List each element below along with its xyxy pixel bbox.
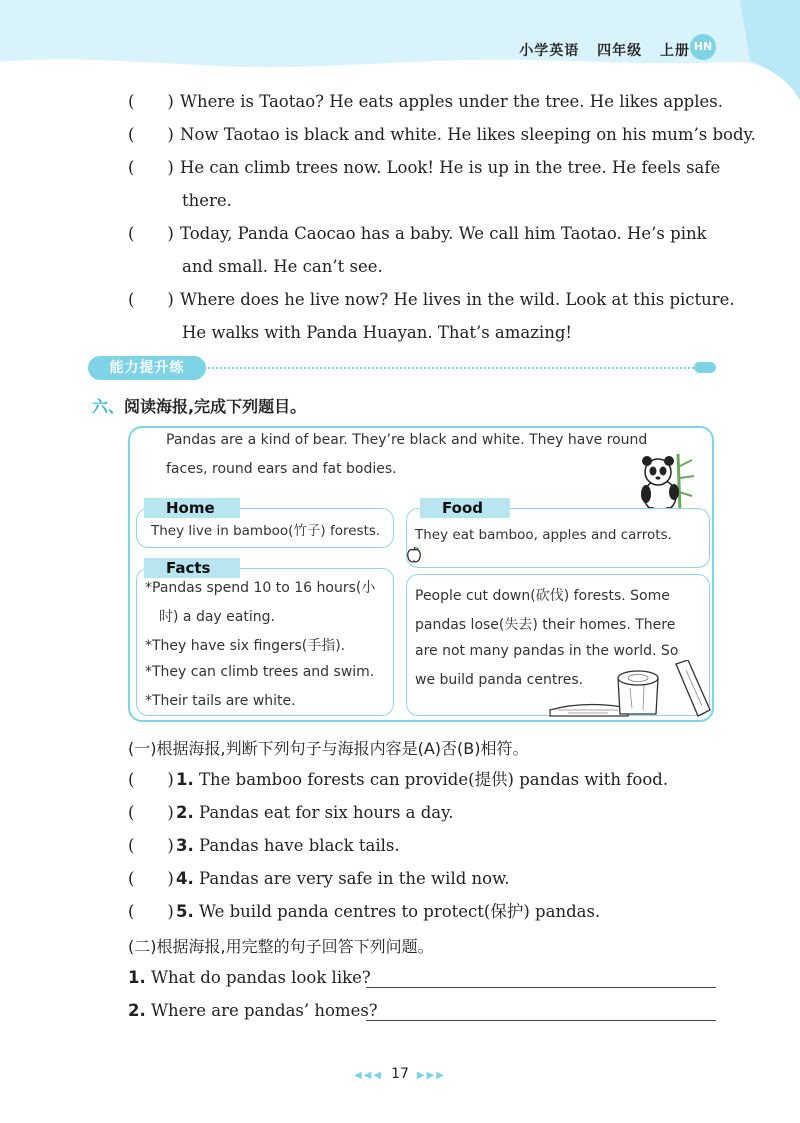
header-meta: [507, 40, 690, 60]
question-text: What do pandas look like?: [145, 968, 371, 987]
question-text: Pandas have black tails.: [193, 836, 400, 855]
part2-title: (二)根据海报,用完整的句子回答下列问题。: [128, 937, 434, 956]
tree-stump-icon: [548, 660, 712, 718]
banner-divider: [208, 367, 698, 369]
question-number: 2.: [176, 803, 194, 822]
answer-paren[interactable]: ( ): [128, 836, 174, 855]
question-text: Where are pandas’ homes?: [145, 1001, 378, 1020]
answer-paren[interactable]: ( ): [128, 770, 174, 789]
home-text: They live in bamboo(竹子) forests.: [151, 523, 381, 539]
question-number: 5.: [176, 902, 194, 921]
food-tab: Food: [420, 498, 510, 518]
header-grade: 四年级: [597, 43, 643, 59]
centres-line-2: pandas lose(失去) their homes. There: [415, 617, 676, 633]
centres-line-3: are not many pandas in the world. So: [415, 643, 679, 659]
answer-line-1[interactable]: [366, 967, 716, 988]
apple-icon: [406, 546, 422, 564]
ordering-item-2: [128, 124, 756, 146]
answer-paren[interactable]: ( ): [128, 803, 174, 822]
page-number: 17: [391, 1066, 409, 1082]
right-arrows-icon: ▶▶▶: [416, 1070, 446, 1081]
answer-paren[interactable]: ( ): [128, 869, 174, 888]
answer-paren[interactable]: ( ): [128, 902, 174, 921]
ordering-item-5-cont: He walks with Panda Huayan. That’s amazing!: [182, 323, 573, 342]
ordering-text: Where is Taotao? He eats apples under the tree. He likes apples.: [180, 92, 723, 111]
poster-intro-line-2: faces, round ears and fat bodies.: [166, 461, 397, 477]
facts-line-5: *Their tails are white.: [145, 693, 296, 709]
facts-tab: Facts: [144, 558, 240, 578]
answer-question-2: [128, 1000, 378, 1022]
ordering-text: He can climb trees now. Look! He is up in the tree. He feels safe: [180, 158, 721, 177]
facts-line-1: *Pandas spend 10 to 16 hours(小: [145, 580, 376, 596]
question-text: Pandas eat for six hours a day.: [193, 803, 454, 822]
question-number: 3.: [176, 836, 194, 855]
home-tab: Home: [144, 498, 240, 518]
header-volume: 上册: [660, 43, 690, 59]
left-arrows-icon: ◀◀◀: [354, 1070, 384, 1081]
question-number: 1.: [176, 770, 194, 789]
judge-item-1: [128, 769, 668, 791]
question-text: The bamboo forests can provide(提供) pandas with food.: [193, 770, 669, 789]
banner-end-cap: [694, 362, 716, 373]
facts-line-4: *They can climb trees and swim.: [145, 664, 375, 680]
judge-item-4: [128, 868, 510, 890]
facts-box: [136, 568, 394, 716]
centres-line-4: we build panda centres.: [415, 672, 584, 688]
answer-paren[interactable]: ( ): [128, 92, 174, 111]
poster-intro-line-1: Pandas are a kind of bear. They’re black and white. They have round: [166, 432, 648, 448]
question-number: 1.: [128, 968, 146, 987]
facts-line-2: 时) a day eating.: [159, 609, 275, 625]
ordering-item-3: [128, 157, 720, 179]
ordering-text: Now Taotao is black and white. He likes sleeping on his mum’s body.: [180, 125, 756, 144]
food-text: They eat bamboo, apples and carrots.: [415, 527, 672, 543]
header-subject: 小学英语: [519, 43, 580, 59]
answer-paren[interactable]: ( ): [128, 224, 174, 243]
centres-line-1: People cut down(砍伐) forests. Some: [415, 588, 670, 604]
panda-poster: [128, 426, 714, 722]
judge-item-2: [128, 802, 454, 824]
ordering-item-5: [128, 289, 735, 311]
ordering-text: Where does he live now? He lives in the wild. Look at this picture.: [180, 290, 735, 309]
ordering-item-1: [128, 91, 723, 113]
ordering-item-3-cont: there.: [182, 191, 232, 210]
question-text: Pandas are very safe in the wild now.: [193, 869, 510, 888]
facts-line-3: *They have six fingers(手指).: [145, 638, 346, 654]
page-footer: [0, 1066, 800, 1082]
question-number: 2.: [128, 1001, 146, 1020]
answer-question-1: [128, 967, 371, 989]
ordering-item-4: [128, 223, 707, 245]
answer-line-2[interactable]: [366, 1000, 716, 1021]
question-text: We build panda centres to protect(保护) pandas.: [193, 902, 601, 921]
answer-paren[interactable]: ( ): [128, 158, 174, 177]
part1-title: (一)根据海报,判断下列句子与海报内容是(A)否(B)相符。: [128, 739, 529, 758]
judge-item-5: [128, 901, 600, 923]
ordering-text: Today, Panda Caocao has a baby. We call him Taotao. He’s pink: [180, 224, 707, 243]
answer-paren[interactable]: ( ): [128, 125, 174, 144]
answer-paren[interactable]: ( ): [128, 290, 174, 309]
section-title-text: 阅读海报,完成下列题目。: [124, 397, 307, 416]
panda-icon: [634, 452, 696, 516]
hn-badge: HN: [690, 34, 716, 60]
judge-item-3: [128, 835, 400, 857]
section-banner: 能力提升练: [88, 356, 206, 380]
question-number: 4.: [176, 869, 194, 888]
ordering-item-4-cont: and small. He can’t see.: [182, 257, 383, 276]
section-title: [92, 394, 306, 417]
section-number: 六、: [92, 397, 125, 416]
